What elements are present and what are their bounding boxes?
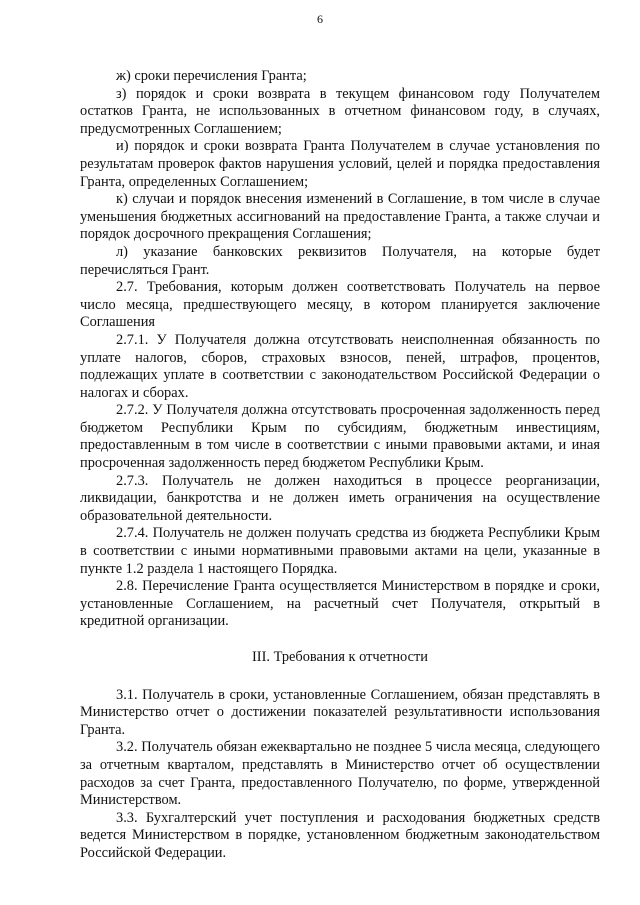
clause-2-7: 2.7. Требования, которым должен соответствовать Получатель на первое число месяца, предшествующего месяцу, в котором планируется заключение Соглашения — [80, 279, 600, 331]
document-body — [80, 68, 600, 863]
list-item-k: к) случаи и порядок внесения изменений в Соглашение, в том числе в случае уменьшения бюджетных ассигнований на предоставление Гранта, а также случаи и порядок досрочного прекращения Соглашения; — [80, 191, 600, 243]
list-item-z: з) порядок и сроки возврата в текущем финансовом году Получателем остатков Гранта, не использованных в отчетном финансовом году, в случаях, предусмотренных Соглашением; — [80, 85, 600, 137]
clause-2-7-1: 2.7.1. У Получателя должна отсутствовать неисполненная обязанность по уплате налогов, сборов, страховых взносов, пеней, штрафов, процентов, подлежащих уплате в соответствии с законодательством Российской Федерации о налогах и сборах. — [80, 331, 600, 401]
list-item-l: л) указание банковских реквизитов Получателя, на которые будет перечисляться Грант. — [80, 243, 600, 278]
page-number: 6 — [317, 12, 323, 26]
section-title: III. Требования к отчетности — [252, 649, 428, 665]
clause-2-7-2: 2.7.2. У Получателя должна отсутствовать просроченная задолженность перед бюджетом Республики Крым по субсидиям, бюджетным инвестициям, предоставленным в том числе в соответствии с иными правовыми актами, и иная просроченная задолженность перед бюджетом Республики Крым. — [80, 402, 600, 472]
list-item-zh: ж) сроки перечисления Гранта; — [116, 68, 307, 84]
clause-3-3: 3.3. Бухгалтерский учет поступления и расходования бюджетных средств ведется Министерством в порядке, установленном бюджетным законодательством Российской Федерации. — [80, 809, 600, 861]
clause-2-7-3: 2.7.3. Получатель не должен находиться в процессе реорганизации, ликвидации, банкротства и не должен иметь ограничения на осуществление образовательной деятельности. — [80, 472, 600, 524]
clause-2-7-4: 2.7.4. Получатель не должен получать средства из бюджета Республики Крым в соответствии с иными нормативными правовыми актами на цели, указанные в пункте 1.2 раздела 1 настоящего Порядка. — [80, 525, 600, 577]
list-item-i: и) порядок и сроки возврата Гранта Получателем в случае установления по результатам проверок фактов нарушения условий, целей и порядка предоставления Гранта, определенных Соглашением; — [80, 138, 600, 190]
clause-3-1: 3.1. Получатель в сроки, установленные Соглашением, обязан представлять в Министерство отчет о достижении показателей результативности использования Гранта. — [80, 686, 600, 738]
clause-2-8: 2.8. Перечисление Гранта осуществляется Министерством в порядке и сроки, установленные Соглашением, на расчетный счет Получателя, открытый в кредитной организации. — [80, 578, 600, 630]
clause-3-2: 3.2. Получатель обязан ежеквартально не позднее 5 числа месяца, следующего за отчетным кварталом, представлять в Министерство отчет об осуществлении расходов за счет Гранта, предоставленного Получателю, по форме, утвержденной Министерством. — [80, 739, 600, 809]
